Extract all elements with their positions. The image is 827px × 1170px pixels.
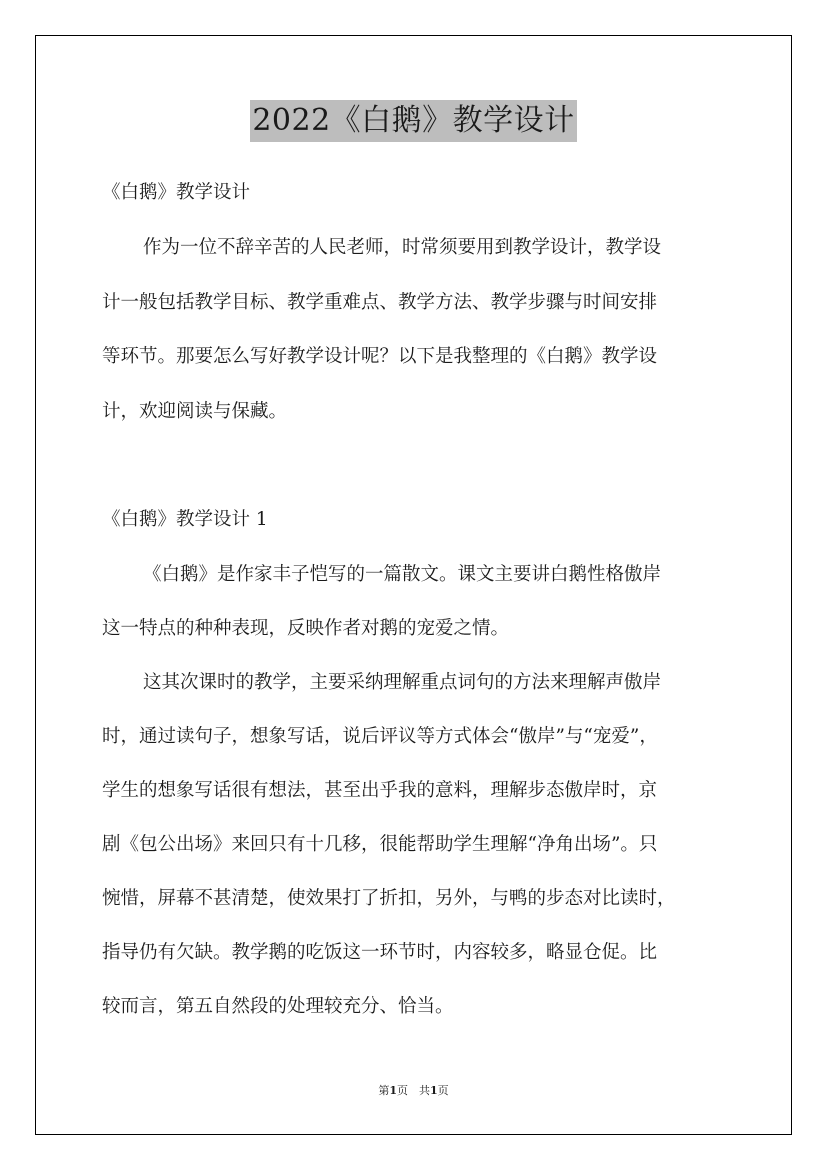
document-title: 2022《白鹅》教学设计	[250, 100, 576, 142]
section-title: 《白鹅》教学设计 1	[102, 509, 268, 530]
title-container	[0, 100, 827, 142]
paragraph-line: 这其次课时的教学，主要采纳理解重点词句的方法来理解声傲岸	[143, 672, 662, 693]
intro-line: 作为一位不辞辛苦的人民老师，时常须要用到教学设计，教学设	[143, 237, 662, 258]
footer-mid: 页 共	[397, 1084, 430, 1097]
intro-line: 等环节。那要怎么写好教学设计呢？以下是我整理的《白鹅》教学设	[102, 346, 658, 367]
intro-line: 计一般包括教学目标、教学重难点、教学方法、教学步骤与时间安排	[102, 292, 658, 313]
paragraph-line: 剧《包公出场》来回只有十几移，很能帮助学生理解“净角出场”。只	[102, 834, 658, 855]
paragraph-line: 指导仍有欠缺。教学鹅的吃饭这一环节时，内容较多，略显仓促。比	[102, 942, 658, 963]
current-page-number: 1	[389, 1084, 397, 1097]
paragraph-line: 《白鹅》是作家丰子恺写的一篇散文。课文主要讲白鹅性格傲岸	[143, 564, 662, 585]
paragraph-line: 惋惜，屏幕不甚清楚，使效果打了折扣，另外，与鸭的步态对比读时，	[102, 888, 676, 909]
subtitle: 《白鹅》教学设计	[102, 182, 251, 203]
paragraph-line: 这一特点的种种表现，反映作者对鹅的宠爱之情。	[102, 618, 510, 639]
paragraph-line: 时，通过读句子，想象写话，说后评议等方式体会“傲岸”与“宠爱”，	[102, 726, 658, 747]
intro-line: 计，欢迎阅读与保藏。	[102, 401, 288, 422]
paragraph-line: 较而言，第五自然段的处理较充分、恰当。	[102, 996, 454, 1017]
total-pages-number: 1	[430, 1084, 438, 1097]
paragraph-line: 学生的想象写话很有想法，甚至出乎我的意料，理解步态傲岸时，京	[102, 780, 658, 801]
page-footer	[0, 1083, 827, 1099]
footer-prefix: 第	[378, 1084, 390, 1097]
footer-suffix: 页	[437, 1084, 449, 1097]
